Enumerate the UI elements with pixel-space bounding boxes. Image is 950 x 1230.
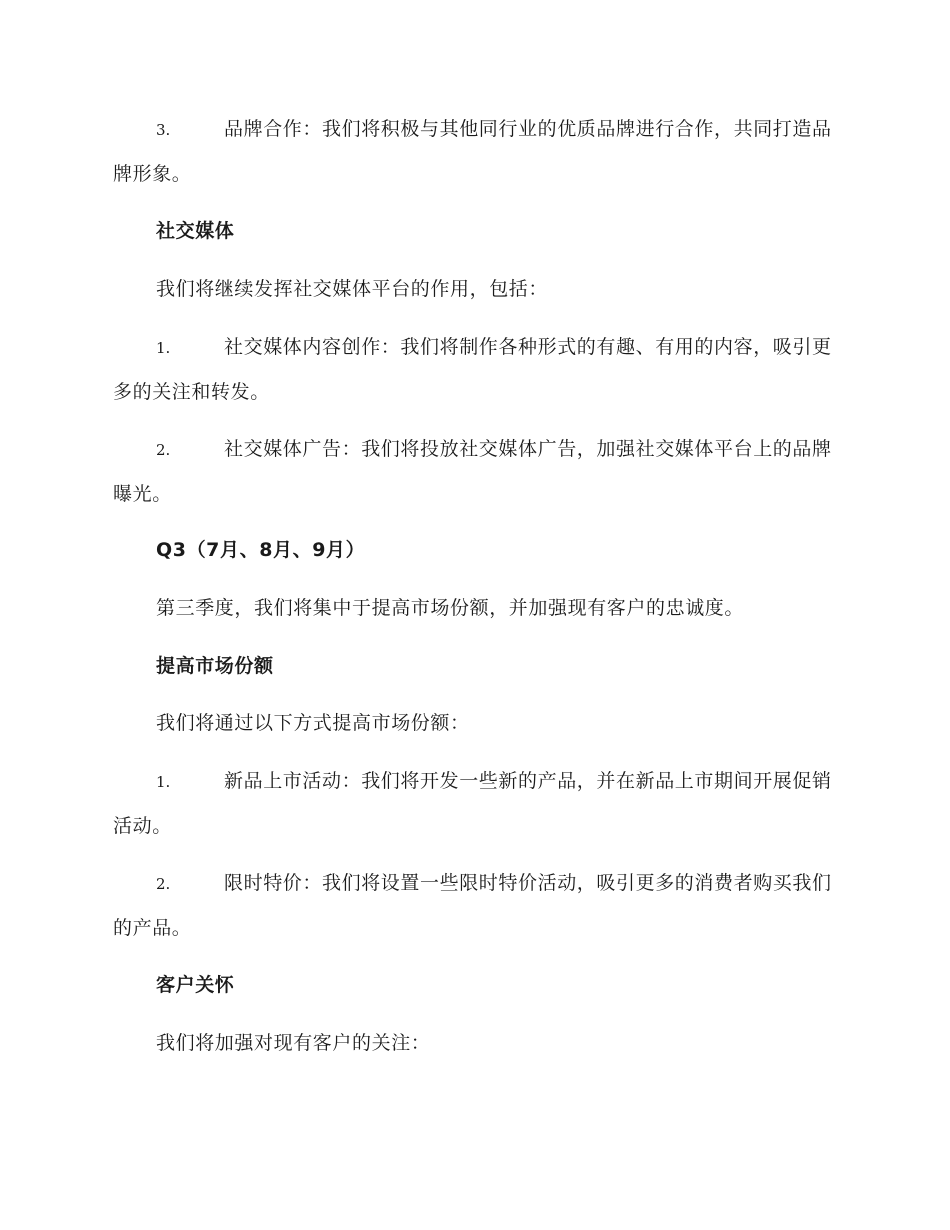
list-item-text: 社交媒体广告：我们将投放社交媒体广告，加强社交媒体平台上的品牌曝光。 [113, 438, 832, 505]
section-heading-q3: Q3（7月、8月、9月） [156, 539, 366, 561]
list-item-text: 品牌合作：我们将积极与其他同行业的优质品牌进行合作，共同打造品牌形象。 [113, 118, 832, 185]
list-number: 1. [156, 773, 171, 791]
list-item-new-product-launch [113, 759, 835, 848]
paragraph-market-share-intro: 我们将通过以下方式提高市场份额： [156, 712, 470, 734]
list-number: 1. [156, 339, 171, 357]
list-item-limited-time-offer [113, 861, 835, 950]
list-item-text: 社交媒体内容创作：我们将制作各种形式的有趣、有用的内容，吸引更多的关注和转发。 [113, 336, 832, 403]
list-item-content-creation [113, 325, 835, 414]
list-number: 2. [156, 441, 171, 459]
list-item-text: 限时特价：我们将设置一些限时特价活动，吸引更多的消费者购买我们的产品。 [113, 872, 832, 939]
section-heading-social-media: 社交媒体 [156, 220, 235, 242]
list-item-brand-cooperation [113, 107, 835, 196]
section-heading-customer-care: 客户关怀 [156, 974, 235, 996]
section-heading-market-share: 提高市场份额 [156, 655, 274, 677]
paragraph-q3-intro: 第三季度，我们将集中于提高市场份额，并加强现有客户的忠诚度。 [156, 597, 745, 619]
paragraph-customer-care-intro: 我们将加强对现有客户的关注： [156, 1032, 431, 1054]
list-number: 2. [156, 875, 171, 893]
list-number: 3. [156, 121, 171, 139]
list-item-social-ads [113, 427, 835, 516]
paragraph-social-media-intro: 我们将继续发挥社交媒体平台的作用，包括： [156, 278, 549, 300]
list-item-text: 新品上市活动：我们将开发一些新的产品，并在新品上市期间开展促销活动。 [113, 770, 832, 837]
